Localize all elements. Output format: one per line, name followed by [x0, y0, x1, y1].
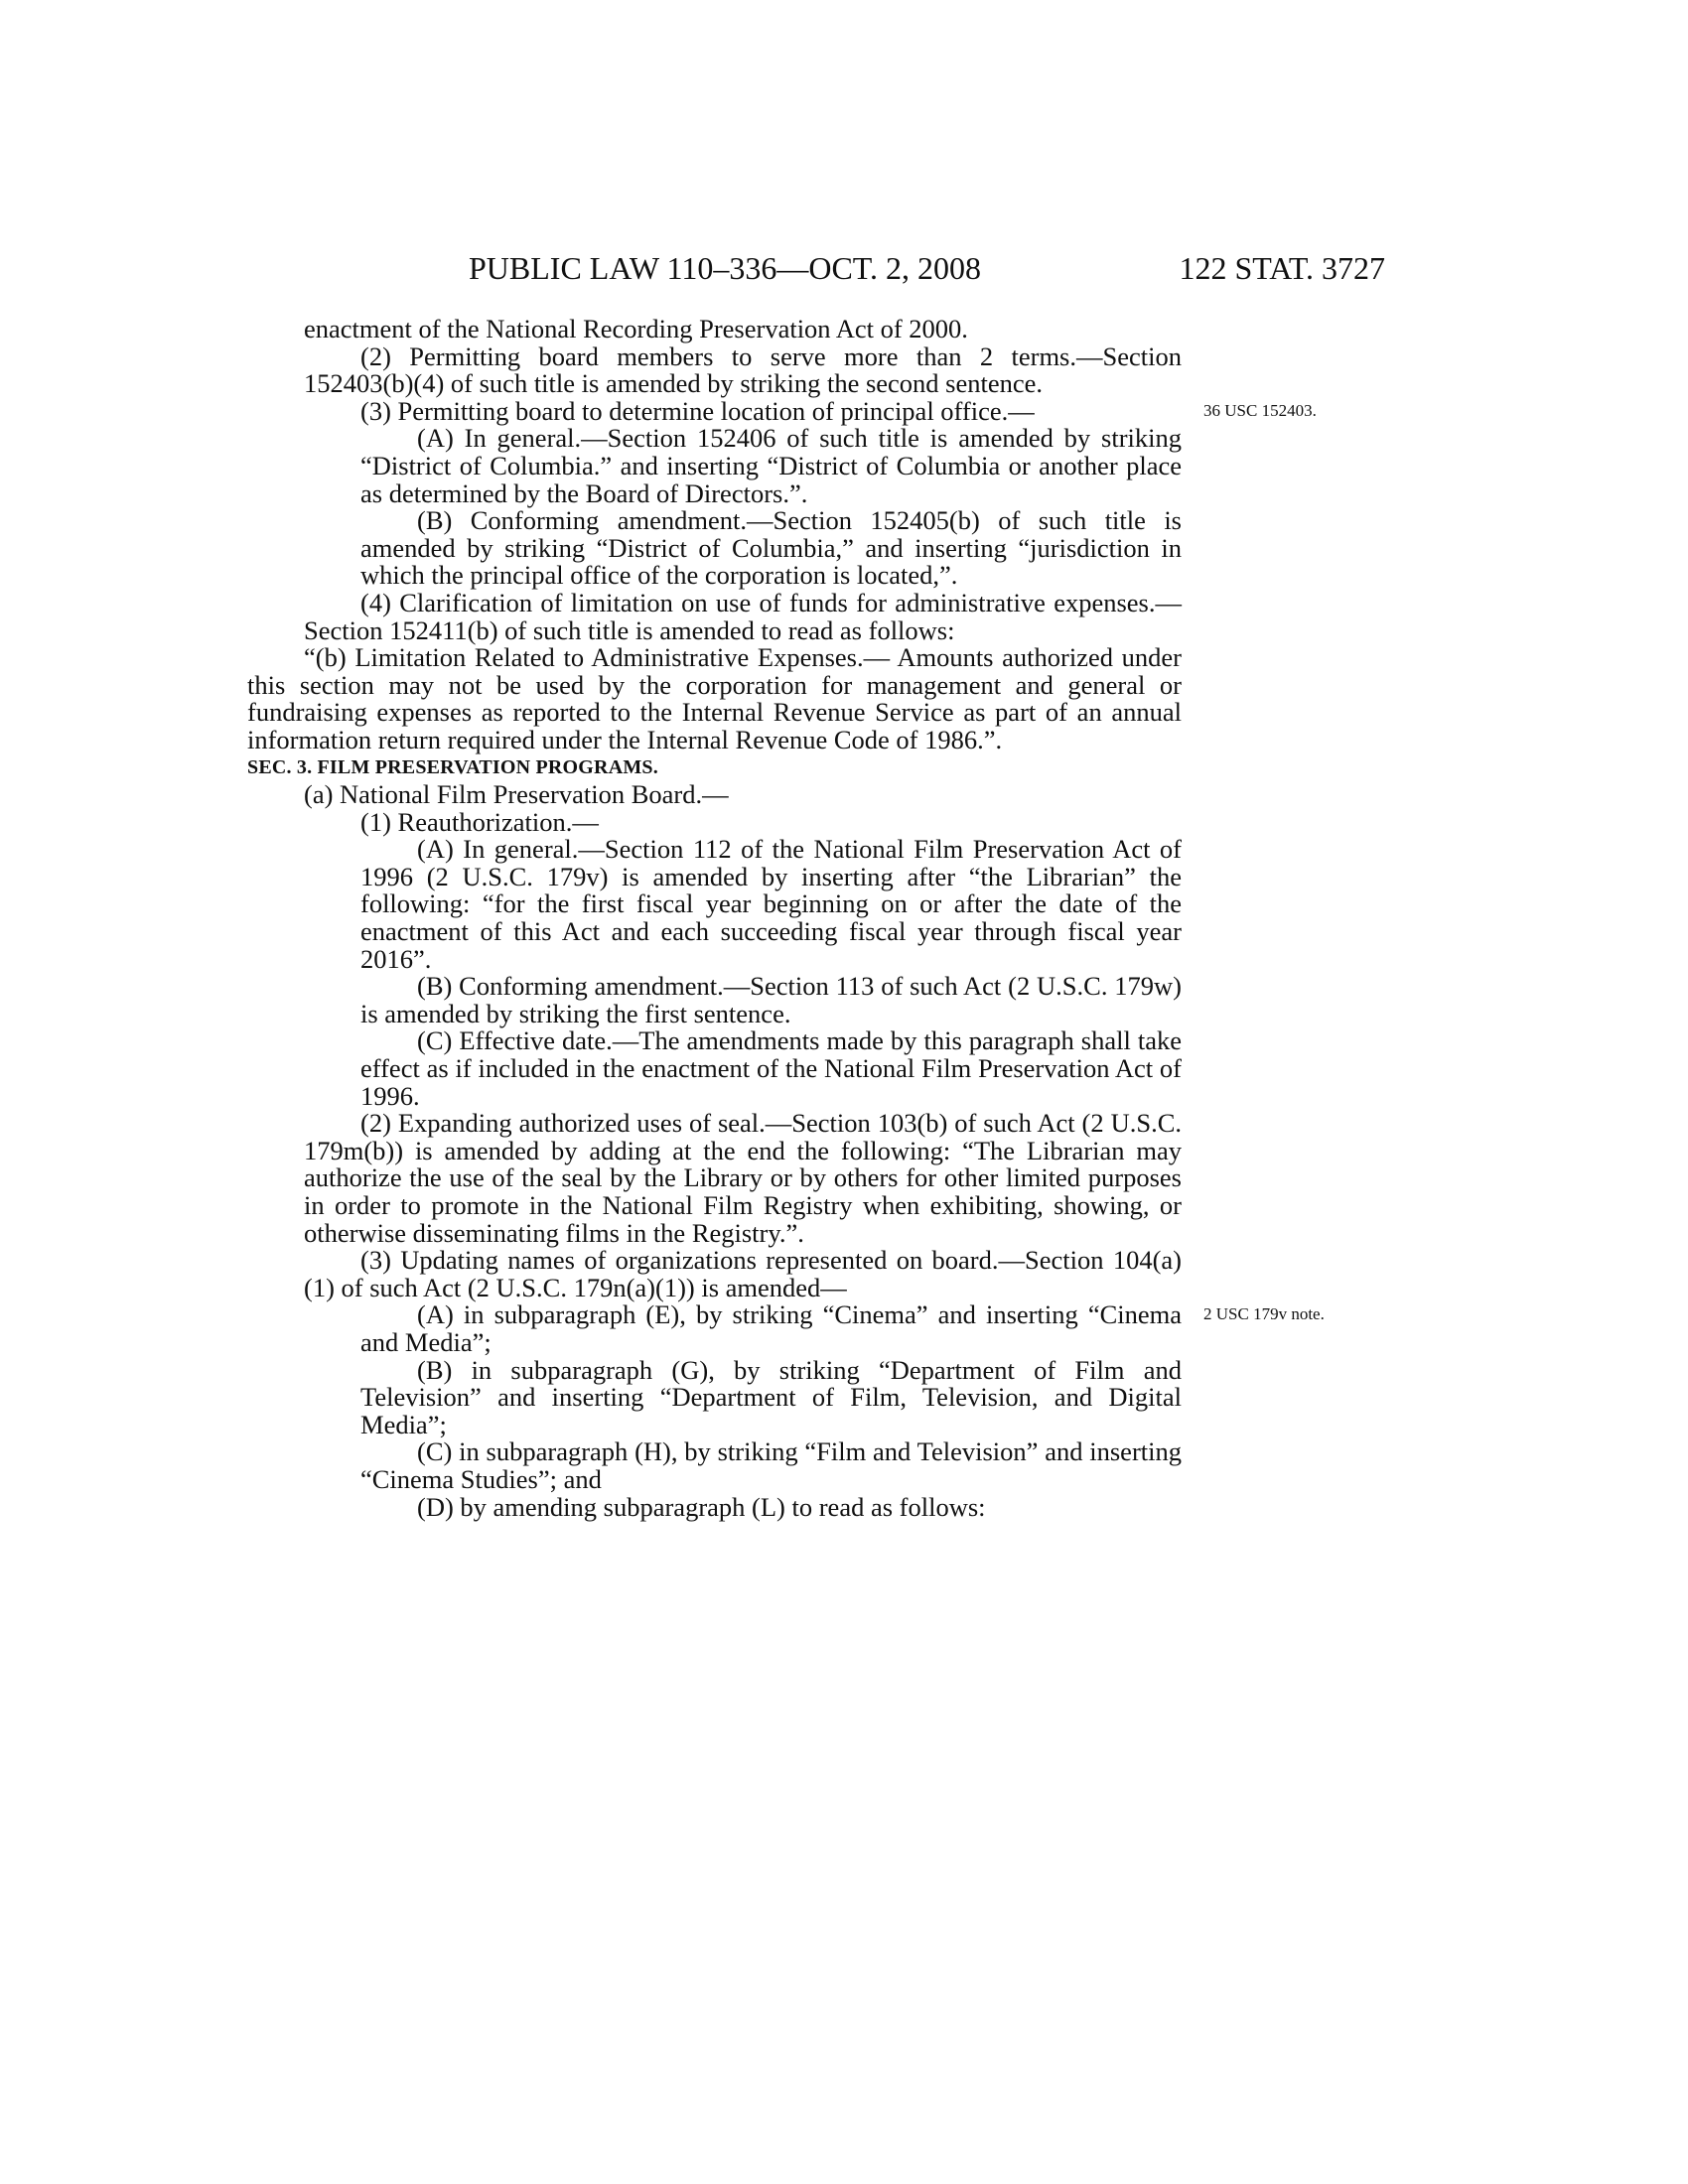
paragraph-principal-office: (3) Permitting board to determine location of principal office.— [360, 395, 1035, 426]
header-title: PUBLIC LAW 110–336—OCT. 2, 2008 [469, 250, 981, 286]
document-body [247, 314, 1182, 1522]
subparagraph-e: (A) in subparagraph (E), by striking “Cinema” and inserting “Cinema and Media”; [360, 1299, 1182, 1357]
subparagraph-g: (B) in subparagraph (G), by striking “Department of Film and Television” and inserting “Department of Film, Television, and Digital Media”; [360, 1354, 1182, 1439]
subparagraph-effective-date: (C) Effective date.—The amendments made by this paragraph shall take effect as if included in the enactment of the National Film Preservation Act of 1996. [360, 1025, 1182, 1111]
section-heading: SEC. 3. FILM PRESERVATION PROGRAMS. [247, 755, 658, 778]
subparagraph-reauth-in-general: (A) In general.—Section 112 of the National Film Preservation Act of 1996 (2 U.S.C. 179v) is amended by inserting after “the Librarian” the following: “for the first fiscal year beginning on or after the date of the enactment of this Act and each succeeding fiscal year through fiscal year 2016”. [360, 834, 1182, 974]
paragraph-uses-of-seal: (2) Expanding authorized uses of seal.—Section 103(b) of such Act (2 U.S.C. 179m(b)) is amended by adding at the end the following: “The Librarian may authorize the use of the seal by the Library or by others for other limited purposes in order to promote in the National Film Registry when exhibiting, showing, or otherwise disseminating films in the Registry.”. [304, 1108, 1182, 1248]
subparagraph-reauth-conforming: (B) Conforming amendment.—Section 113 of such Act (2 U.S.C. 179w) is amended by striking the first sentence. [360, 971, 1182, 1028]
paragraph-board-terms: (2) Permitting board members to serve more than 2 terms.—Section 152403(b)(4) of such title is amended by striking the second sentence. [304, 341, 1182, 399]
paragraph-continuation: enactment of the National Recording Preservation Act of 2000. [304, 314, 968, 343]
header-stat-citation: 122 STAT. 3727 [1179, 250, 1385, 286]
subparagraph-l: (D) by amending subparagraph (L) to read as follows: [417, 1491, 986, 1522]
subparagraph-h: (C) in subparagraph (H), by striking “Film and Television” and inserting “Cinema Studies”; and [360, 1436, 1182, 1494]
margin-note-usc-179v: 2 USC 179v note. [1203, 1304, 1325, 1323]
page-header [298, 250, 1385, 290]
paragraph-admin-expenses: (4) Clarification of limitation on use of funds for administrative expenses.—Section 152411(b) of such title is amended to read as follows: [304, 587, 1182, 645]
subparagraph-conforming-amendment: (B) Conforming amendment.—Section 152405(b) of such title is amended by striking “District of Columbia,” and inserting “jurisdiction in which the principal office of the corporation is located,”. [360, 505, 1182, 591]
paragraph-organization-names: (3) Updating names of organizations represented on board.—Section 104(a)(1) of such Act (2 U.S.C. 179n(a)(1)) is amended— [304, 1245, 1182, 1302]
paragraph-reauthorization: (1) Reauthorization.— [360, 806, 599, 837]
quoted-subsection-b: “(b) Limitation Related to Administrative Expenses.— Amounts authorized under this section may not be used by the corporation for management and general or fundraising expenses as reported to the Internal Revenue Service as part of an annual information return required under the Internal Revenue Code of 1986.”. [247, 642, 1182, 754]
subparagraph-in-general: (A) In general.—Section 152406 of such title is amended by striking “District of Columbia.” and inserting “District of Columbia or another place as determined by the Board of Directors.”. [360, 423, 1182, 508]
subsection-a-heading: (a) National Film Preservation Board.— [304, 779, 729, 810]
margin-note-usc-152403: 36 USC 152403. [1203, 401, 1317, 420]
